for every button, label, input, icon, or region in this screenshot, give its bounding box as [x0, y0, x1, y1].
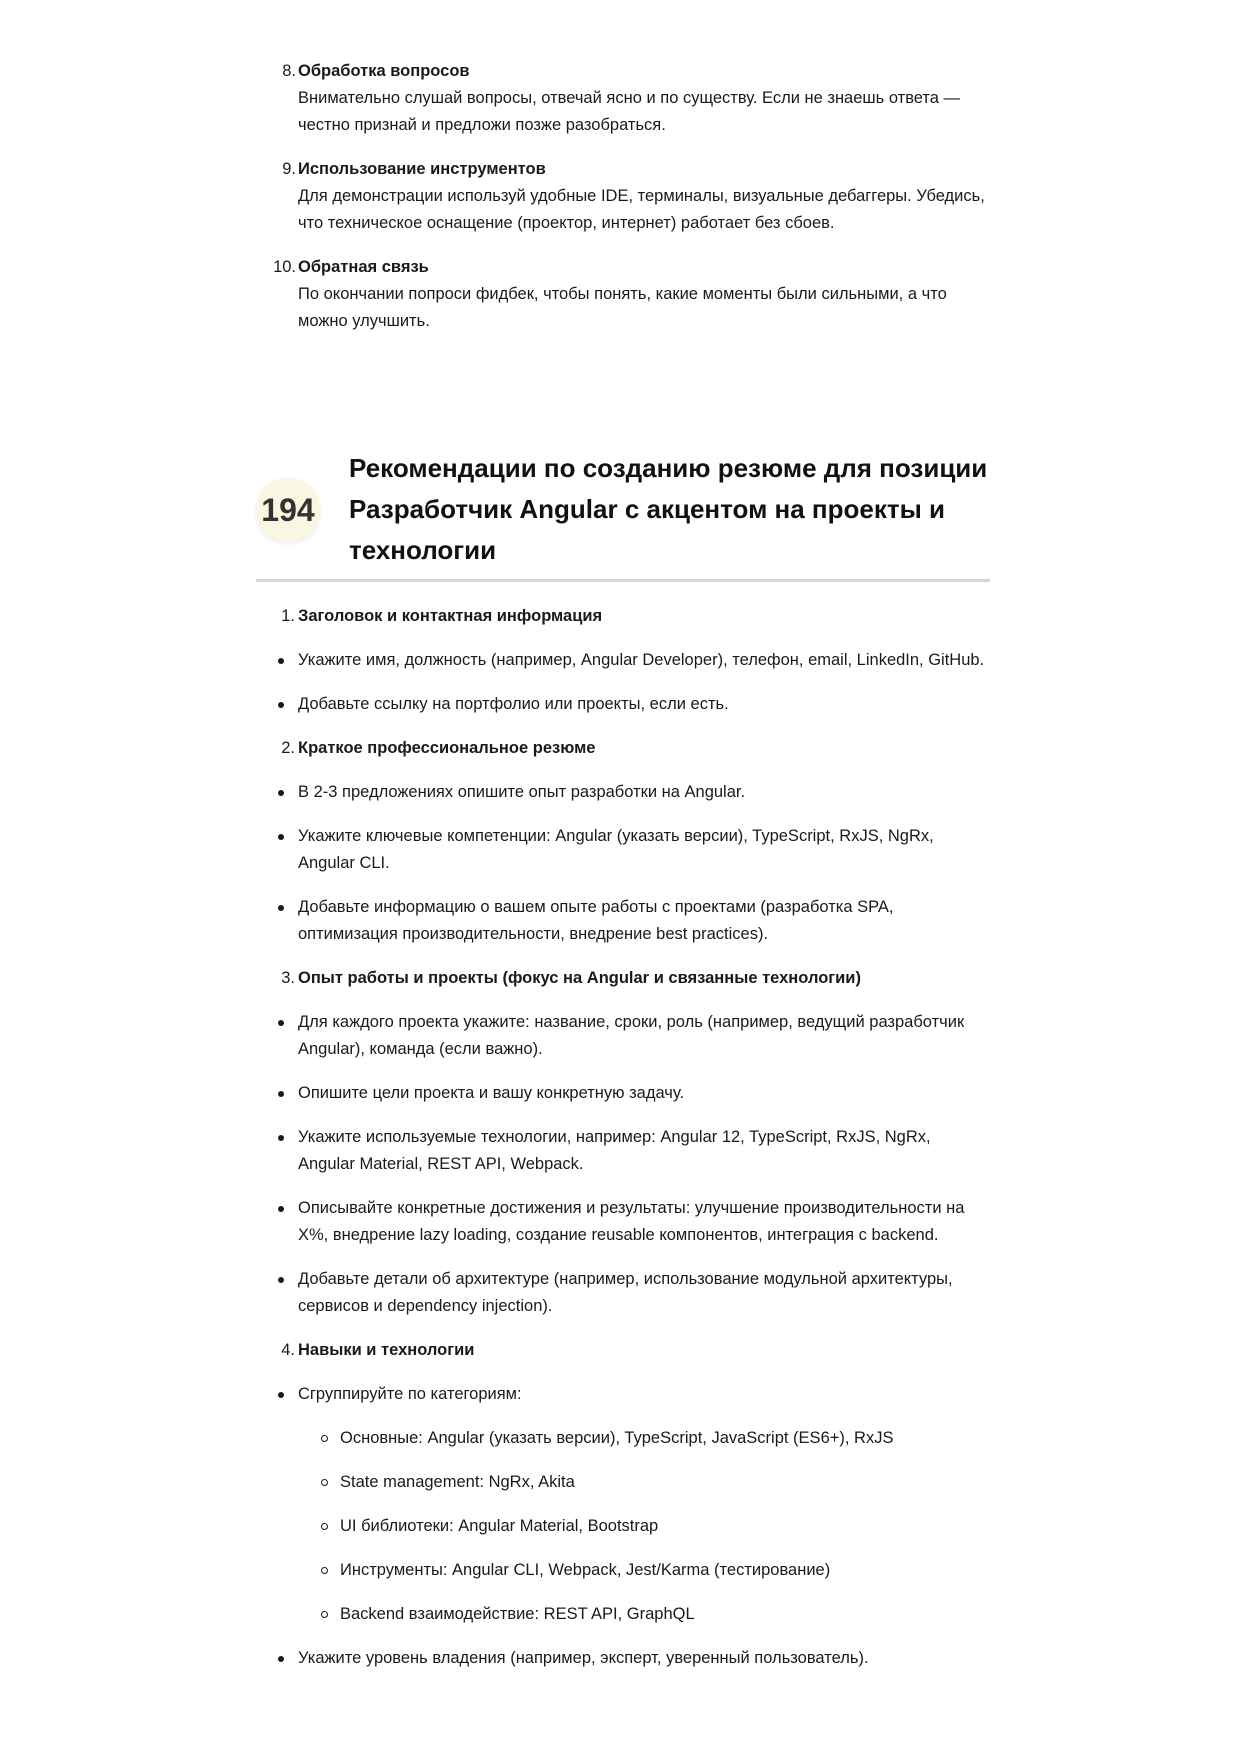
- list-item: [270, 254, 1000, 335]
- sub-bullet-item: [340, 1601, 990, 1628]
- item-number: 9.: [282, 160, 296, 178]
- sub-bullet-item: [340, 1557, 990, 1584]
- bullet-text: Инструменты: Angular CLI, Webpack, Jest/Karma (тестирование): [340, 1561, 831, 1579]
- bullet-item: [298, 647, 990, 674]
- list-item: [270, 58, 1000, 139]
- bullet-item: [298, 1266, 990, 1320]
- bullet-text: В 2-3 предложениях опишите опыт разработки на Angular.: [298, 783, 746, 801]
- item-title: Заголовок и контактная информация: [298, 607, 603, 625]
- item-number: 2.: [281, 739, 295, 757]
- item-number: 3.: [281, 969, 295, 987]
- numbered-heading: [281, 1337, 990, 1364]
- item-text: Для демонстрации используй удобные IDE, терминалы, визуальные дебаггеры. Убедись, что техническое оснащение (проектор, интернет) работает без сбоев.: [298, 187, 985, 232]
- bullet-text: Backend взаимодействие: REST API, GraphQL: [340, 1605, 695, 1623]
- item-text: По окончании попроси фидбек, чтобы понять, какие моменты были сильными, а что можно улучшить.: [298, 285, 947, 330]
- sub-bullet-item: [340, 1469, 990, 1496]
- sub-bullet-item: [340, 1425, 990, 1452]
- bullet-text: UI библиотеки: Angular Material, Bootstrap: [340, 1517, 659, 1535]
- bullet-text: Укажите ключевые компетенции: Angular (указать версии), TypeScript, RxJS, NgRx, Angular CLI.: [298, 827, 934, 872]
- sub-bullet-item: [340, 1513, 990, 1540]
- item-number: 1.: [281, 607, 295, 625]
- list-item: [270, 156, 1000, 237]
- bullet-text: State management: NgRx, Akita: [340, 1473, 575, 1491]
- item-title: Краткое профессиональное резюме: [298, 739, 596, 757]
- bullet-item: [298, 1195, 990, 1249]
- section-number-badge: 194: [256, 478, 320, 542]
- bullet-text: Укажите уровень владения (например, эксперт, уверенный пользователь).: [298, 1649, 869, 1667]
- section-194: [256, 448, 990, 1689]
- bullet-text: Добавьте ссылку на портфолио или проекты, если есть.: [298, 695, 729, 713]
- item-text: Внимательно слушай вопросы, отвечай ясно и по существу. Если не знаешь ответа — честно признай и предложи позже разобраться.: [298, 89, 961, 134]
- bullet-text: Добавьте информацию о вашем опыте работы с проектами (разработка SPA, оптимизация производительности, внедрение best practices).: [298, 898, 894, 943]
- bullet-text: Описывайте конкретные достижения и результаты: улучшение производительности на X%, внедрение lazy loading, создание reusable компонентов, интеграция с backend.: [298, 1199, 965, 1244]
- bullet-item: [298, 823, 990, 877]
- item-title: Обработка вопросов: [298, 62, 470, 80]
- item-title: Навыки и технологии: [298, 1341, 475, 1359]
- item-number: 8.: [282, 62, 296, 80]
- numbered-heading: [281, 735, 990, 762]
- section-title: Рекомендации по созданию резюме для позиции Разработчик Angular с акцентом на проекты и технологии: [349, 453, 988, 565]
- bullet-item: [298, 1009, 990, 1063]
- bullet-item: [298, 1080, 990, 1107]
- section-divider: [256, 579, 990, 582]
- bullet-text: Опишите цели проекта и вашу конкретную задачу.: [298, 1084, 685, 1102]
- item-title: Использование инструментов: [298, 160, 546, 178]
- numbered-heading: [281, 603, 990, 630]
- bullet-item: [298, 1381, 990, 1408]
- numbered-heading: [281, 965, 990, 992]
- bullet-item: [298, 691, 990, 718]
- bullet-item: [298, 779, 990, 806]
- bullet-item: [298, 1645, 990, 1672]
- bullet-item: [298, 1124, 990, 1178]
- bullet-text: Добавьте детали об архитектуре (например, использование модульной архитектуры, сервисов и dependency injection).: [298, 1270, 953, 1315]
- bullet-text: Сгруппируйте по категориям:: [298, 1385, 522, 1403]
- previous-section-list: [270, 58, 1000, 352]
- section-content-list: [256, 603, 990, 1672]
- bullet-text: Укажите имя, должность (например, Angular Developer), телефон, email, LinkedIn, GitHub.: [298, 651, 985, 669]
- item-title: Обратная связь: [298, 258, 429, 276]
- item-number: 10.: [273, 258, 296, 276]
- bullet-text: Укажите используемые технологии, например: Angular 12, TypeScript, RxJS, NgRx, Angular Material, REST API, Webpack.: [298, 1128, 931, 1173]
- item-number: 4.: [281, 1341, 295, 1359]
- bullet-item: [298, 894, 990, 948]
- bullet-text: Основные: Angular (указать версии), TypeScript, JavaScript (ES6+), RxJS: [340, 1429, 894, 1447]
- item-title: Опыт работы и проекты (фокус на Angular и связанные технологии): [298, 969, 861, 987]
- bullet-text: Для каждого проекта укажите: название, сроки, роль (например, ведущий разработчик Angular), команда (если важно).: [298, 1013, 965, 1058]
